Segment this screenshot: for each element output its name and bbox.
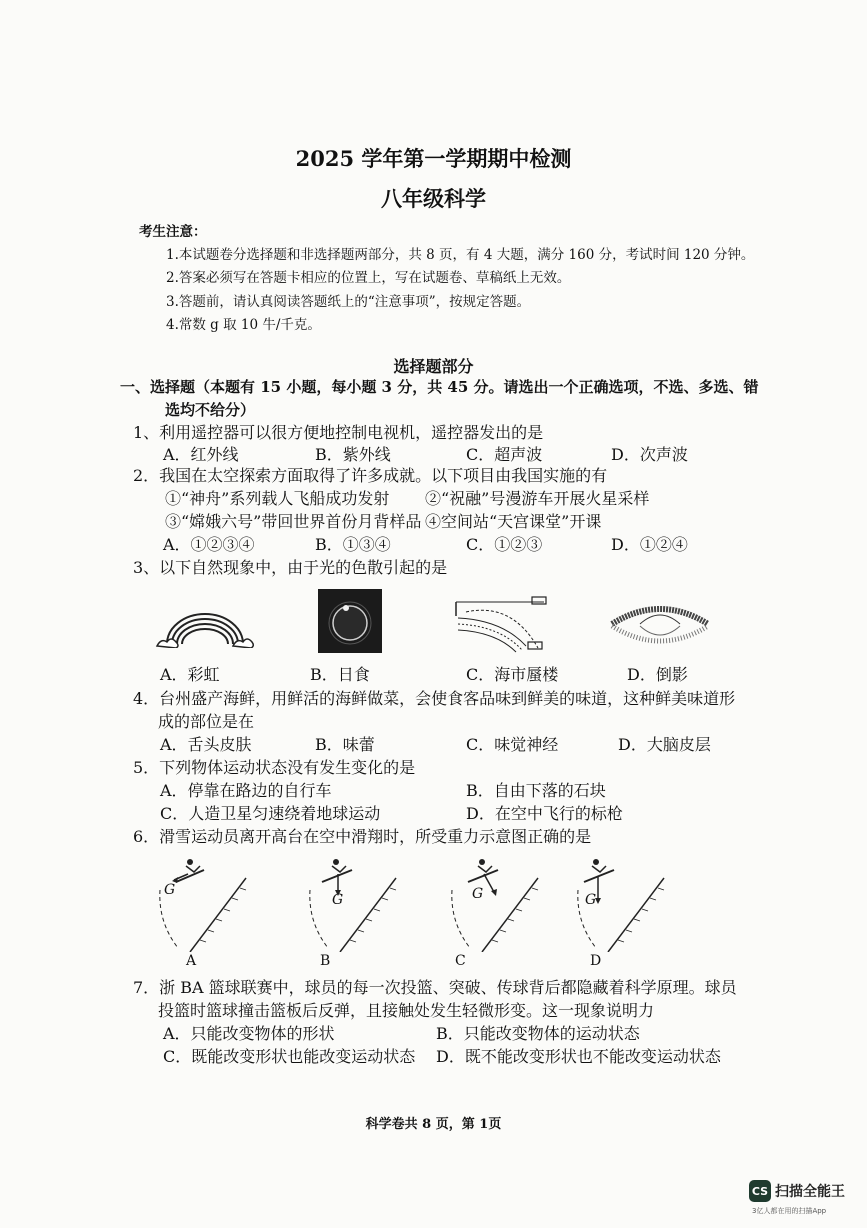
q5-stem: 5．下列物体运动状态没有发生变化的是 xyxy=(133,758,416,777)
q1-stem: 1、利用遥控器可以很方便地控制电视机，遥控器发出的是 xyxy=(133,423,544,442)
q2-option-d: D．①②④ xyxy=(611,535,688,554)
q6-stem: 6．滑雪运动员离开高台在空中滑翔时，所受重力示意图正确的是 xyxy=(133,827,592,846)
notice-item: 2.答案必须写在答题卡相应的位置上，写在试题卷、草稿纸上无效。 xyxy=(166,270,571,286)
scanner-app-name: 扫描全能王 xyxy=(775,1184,845,1200)
q6-g-label-b: G xyxy=(332,892,344,908)
notice-item: 3.答题前，请认真阅读答题纸上的“注意事项”，按规定答题。 xyxy=(166,294,531,310)
part1-instructions: 一、选择题（本题有 15 小题，每小题 3 分，共 45 分。请选出一个正确选项，不选、多选、错 xyxy=(120,378,759,396)
rainbow-illustration xyxy=(155,612,255,648)
q1-option-d: D．次声波 xyxy=(611,445,688,464)
part1-instructions-cont: 选均不给分） xyxy=(165,401,256,419)
q6-g-label-d: G xyxy=(585,892,597,908)
q5-option-a: A．停靠在路边的自行车 xyxy=(160,781,332,800)
q2-item-2: ②“祝融”号漫游车开展火星采样 xyxy=(425,489,650,508)
q6-caption-a: A xyxy=(186,953,197,969)
q3-option-a: A．彩虹 xyxy=(160,665,220,684)
q4-stem-cont: 成的部位是在 xyxy=(158,712,255,731)
notice-item: 4.常数 g 取 10 牛/千克。 xyxy=(166,317,321,333)
q4-option-d: D．大脑皮层 xyxy=(618,735,711,754)
q2-item-1: ①“神舟”系列载人飞船成功发射 xyxy=(165,489,390,508)
q5-option-c: C．人造卫星匀速绕着地球运动 xyxy=(160,804,381,823)
q6-figure-c xyxy=(442,852,542,952)
q1-option-a: A．红外线 xyxy=(163,445,239,464)
exam-subtitle: 八年级科学 xyxy=(381,186,486,211)
q4-stem: 4．台州盛产海鲜，用鲜活的海鲜做菜，会使食客品味到鲜美的味道，这种鲜美味道形 xyxy=(133,689,736,708)
q5-option-d: D．在空中飞行的标枪 xyxy=(466,804,623,823)
q3-option-b: B．日食 xyxy=(310,665,370,684)
bridge-reflection-illustration xyxy=(610,600,710,650)
q6-caption-c: C xyxy=(455,953,466,969)
q2-option-a: A．①②③④ xyxy=(163,535,255,554)
q6-caption-b: B xyxy=(320,953,331,969)
q6-figure-b xyxy=(300,852,400,952)
q5-option-b: B．自由下落的石块 xyxy=(466,781,606,800)
q2-item-3: ③“嫦娥六号”带回世界首份月背样品 xyxy=(165,512,422,531)
q7-option-c: C．既能改变形状也能改变运动状态 xyxy=(163,1047,416,1066)
scanner-slogan: 3亿人都在用的扫描App xyxy=(752,1207,827,1215)
exam-title: 2025 学年第一学期期中检测 xyxy=(295,146,572,171)
page-footer: 科学卷共 8 页，第 1页 xyxy=(365,1117,502,1132)
q2-item-4: ④空间站“天宫课堂”开课 xyxy=(425,512,602,531)
section-title: 选择题部分 xyxy=(393,357,474,376)
q7-option-a: A．只能改变物体的形状 xyxy=(163,1024,335,1043)
q7-option-b: B．只能改变物体的运动状态 xyxy=(436,1024,640,1043)
q2-stem: 2．我国在太空探索方面取得了许多成就。以下项目由我国实施的有 xyxy=(133,466,608,485)
q3-stem: 3、以下自然现象中，由于光的色散引起的是 xyxy=(133,558,448,577)
q1-option-c: C．超声波 xyxy=(466,445,543,464)
q3-option-c: C．海市蜃楼 xyxy=(466,665,559,684)
q3-option-d: D．倒影 xyxy=(627,665,688,684)
q7-stem: 7．浙 BA 篮球联赛中，球员的每一次投篮、突破、传球背后都隐藏着科学原理。球员 xyxy=(133,978,737,997)
q2-option-c: C．①②③ xyxy=(466,535,543,554)
mirage-diagram xyxy=(452,596,554,654)
q4-option-a: A．舌头皮肤 xyxy=(160,735,252,754)
notice-item: 1.本试题卷分选择题和非选择题两部分，共 8 页，有 4 大题，满分 160 分，考试时间 120 分钟。 xyxy=(166,247,755,263)
scanner-logo-icon: CS xyxy=(749,1180,771,1202)
q2-option-b: B．①③④ xyxy=(315,535,391,554)
q4-option-c: C．味觉神经 xyxy=(466,735,559,754)
q1-option-b: B．紫外线 xyxy=(315,445,391,464)
q6-g-label-a: G xyxy=(164,882,176,898)
q6-g-label-c: G xyxy=(472,886,484,902)
q7-option-d: D．既不能改变形状也不能改变运动状态 xyxy=(436,1047,721,1066)
q4-option-b: B．味蕾 xyxy=(315,735,375,754)
q6-caption-d: D xyxy=(590,953,602,969)
notice-heading: 考生注意： xyxy=(139,224,207,240)
solar-eclipse-photo xyxy=(318,589,382,653)
q7-stem-cont: 投篮时篮球撞击篮板后反弹，且接触处发生轻微形变。这一现象说明力 xyxy=(158,1001,655,1020)
q6-figure-d xyxy=(568,852,668,952)
q6-figure-a xyxy=(150,852,250,952)
scanner-watermark xyxy=(749,1180,845,1202)
